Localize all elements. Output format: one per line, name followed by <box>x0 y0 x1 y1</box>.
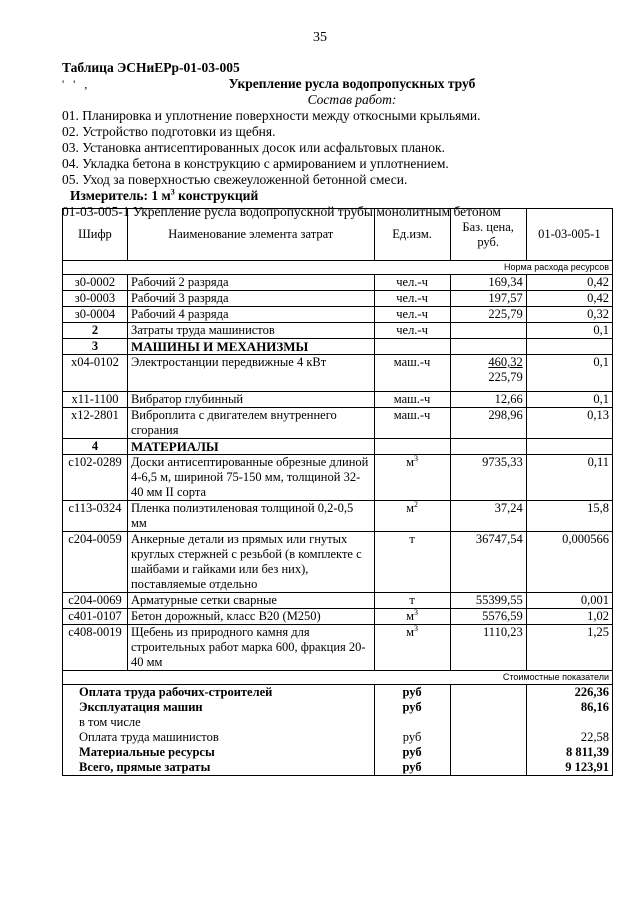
cell-name: Рабочий 4 разряда <box>127 307 374 323</box>
cell-norm: 0,11 <box>526 455 612 501</box>
table-row <box>63 501 613 532</box>
cell-code: з0-0002 <box>63 275 128 291</box>
cost-value: 22,58 <box>526 730 612 745</box>
cell-price: 9735,33 <box>450 455 526 501</box>
cost-name: Материальные ресурсы <box>63 745 375 760</box>
cost-row <box>63 760 613 776</box>
cell-unit: маш.-ч <box>374 392 450 408</box>
cell-name: Рабочий 2 разряда <box>127 275 374 291</box>
work-item: 02. Устройство подготовки из щебня. <box>62 124 276 139</box>
cell-name: Доски антисептированные обрезные длиной 4-6,5 м, шириной 75-150 мм, толщиной 32-40 мм II сорта <box>127 455 374 501</box>
cost-row <box>63 685 613 701</box>
cell-norm: 0,32 <box>526 307 612 323</box>
cell-price: 225,79 <box>450 307 526 323</box>
cell-price: 36747,54 <box>450 532 526 593</box>
work-composition-title: Состав работ: <box>307 92 397 107</box>
table-row <box>63 355 613 392</box>
table-row <box>63 532 613 593</box>
cell-code: х11-1100 <box>63 392 128 408</box>
cell-unit: чел.-ч <box>374 291 450 307</box>
cell-name: МАТЕРИАЛЫ <box>127 439 374 455</box>
cost-unit: руб <box>374 760 450 776</box>
cell-price <box>450 700 526 715</box>
cell-price: 55399,55 <box>450 593 526 609</box>
cell-norm: 0,42 <box>526 275 612 291</box>
cell-name: Затраты труда машинистов <box>127 323 374 339</box>
work-item: 03. Установка антисептированных досок или асфальтовых планок. <box>62 140 445 155</box>
cost-unit <box>374 715 450 730</box>
section-row-materials <box>63 439 613 455</box>
cell-name: Пленка полиэтиленовая толщиной 0,2-0,5 мм <box>127 501 374 532</box>
column-header-norm: 01-03-005-1 <box>526 209 612 261</box>
cell-price <box>450 760 526 776</box>
cell-unit: т <box>374 532 450 593</box>
cell-unit <box>374 439 450 455</box>
cell-norm: 0,42 <box>526 291 612 307</box>
column-header-name: Наименование элемента затрат <box>127 209 374 261</box>
cell-code: с102-0289 <box>63 455 128 501</box>
cell-unit: $м^2$ <box>374 501 450 532</box>
column-header-price: Баз. цена, руб. <box>450 209 526 261</box>
table-title: Таблица ЭСНиЕРр-01-03-005 <box>62 60 240 75</box>
cell-price <box>450 745 526 760</box>
cost-label: Стоимостные показатели <box>63 671 613 685</box>
cost-name: в том числе <box>63 715 375 730</box>
cost-unit: руб <box>374 700 450 715</box>
cell-price: 5576,59 <box>450 609 526 625</box>
cell-unit: $м^3$ <box>374 609 450 625</box>
table-row <box>63 275 613 291</box>
cell-price <box>450 323 526 339</box>
cell-price <box>450 715 526 730</box>
document-header <box>62 60 622 220</box>
cell-code: с401-0107 <box>63 609 128 625</box>
stray-marks: ' ' , <box>62 77 91 91</box>
page-number: 35 <box>313 30 327 45</box>
cell-name: Бетон дорожный, класс В20 (М250) <box>127 609 374 625</box>
cost-row <box>63 745 613 760</box>
cost-unit: руб <box>374 685 450 701</box>
cell-code: с204-0069 <box>63 593 128 609</box>
cell-code: с113-0324 <box>63 501 128 532</box>
table-row <box>63 609 613 625</box>
cell-code: 2 <box>63 323 128 339</box>
cell-norm: 0,001 <box>526 593 612 609</box>
cell-unit: чел.-ч <box>374 307 450 323</box>
cell-name: Рабочий 3 разряда <box>127 291 374 307</box>
cost-row <box>63 715 613 730</box>
price-primary: 460,32 <box>488 355 523 369</box>
cell-unit: чел.-ч <box>374 275 450 291</box>
cell-price: 298,96 <box>450 408 526 439</box>
cell-name: Арматурные сетки сварные <box>127 593 374 609</box>
cell-norm: 0,1 <box>526 392 612 408</box>
cell-norm: 15,8 <box>526 501 612 532</box>
work-item: 05. Уход за поверхностью свежеуложенной бетонной смеси. <box>62 172 408 187</box>
cell-price: 169,34 <box>450 275 526 291</box>
cell-name: МАШИНЫ И МЕХАНИЗМЫ <box>127 339 374 355</box>
column-header-code: Шифр <box>63 209 128 261</box>
cost-value: 8 811,39 <box>526 745 612 760</box>
cell-code: 3 <box>63 339 128 355</box>
cell-name: Виброплита с двигателем внутреннего сгорания <box>127 408 374 439</box>
cell-code: с204-0059 <box>63 532 128 593</box>
cell-price <box>450 339 526 355</box>
cell-norm <box>526 339 612 355</box>
cell-norm: 0,1 <box>526 323 612 339</box>
section-title: Укрепление русла водопропускных труб <box>228 76 476 91</box>
cell-code: 4 <box>63 439 128 455</box>
cell-price: 12,66 <box>450 392 526 408</box>
cell-norm: 1,02 <box>526 609 612 625</box>
cell-unit: $м^3$ <box>374 625 450 671</box>
cost-unit: руб <box>374 730 450 745</box>
cost-row <box>63 700 613 715</box>
price-secondary: 225,79 <box>488 370 523 384</box>
cell-unit <box>374 339 450 355</box>
cost-name: Оплата труда машинистов <box>63 730 375 745</box>
measure-unit: Измеритель: 1 $м^3$ конструкций <box>70 187 259 203</box>
cell-norm: 0,000566 <box>526 532 612 593</box>
column-header-unit: Ед.изм. <box>374 209 450 261</box>
cell-unit: чел.-ч <box>374 323 450 339</box>
cost-value: 86,16 <box>526 700 612 715</box>
cell-unit: $м^3$ <box>374 455 450 501</box>
cell-price <box>450 439 526 455</box>
norm-label: Норма расхода ресурсов <box>63 261 613 275</box>
table-caption: 01-03-005-1 Укрепление русла водопропускной трубы монолитным бетоном <box>62 204 501 219</box>
cell-name: Анкерные детали из прямых или гнутых круглых стержней с резьбой (в комплекте с шайбами и гайками или без них), поставляемые отдельно <box>127 532 374 593</box>
cell-code: х12-2801 <box>63 408 128 439</box>
cost-value <box>526 715 612 730</box>
cell-price: 197,57 <box>450 291 526 307</box>
cell-norm: 1,25 <box>526 625 612 671</box>
table-row <box>63 408 613 439</box>
cell-name: Щебень из природного камня для строительных работ марка 600, фракция 20-40 мм <box>127 625 374 671</box>
cost-value: 9 123,91 <box>526 760 612 776</box>
work-item: 04. Укладка бетона в конструкцию с армированием и уплотнением. <box>62 156 449 171</box>
cell-price <box>450 355 526 392</box>
cell-norm: 0,13 <box>526 408 612 439</box>
table-row <box>63 392 613 408</box>
cell-code: с408-0019 <box>63 625 128 671</box>
work-item: 01. Планировка и уплотнение поверхности между откосными крыльями. <box>62 108 481 123</box>
table-header-row <box>63 209 613 261</box>
cell-price: 1110,23 <box>450 625 526 671</box>
section-row-machines <box>63 339 613 355</box>
cost-name: Оплата труда рабочих-строителей <box>63 685 375 701</box>
cost-unit: руб <box>374 745 450 760</box>
cell-name: Вибратор глубинный <box>127 392 374 408</box>
cell-code: х04-0102 <box>63 355 128 392</box>
cell-code: з0-0003 <box>63 291 128 307</box>
cell-name: Электростанции передвижные 4 кВт <box>127 355 374 392</box>
cost-row <box>63 730 613 745</box>
cell-price <box>450 685 526 701</box>
cost-name: Всего, прямые затраты <box>63 760 375 776</box>
table-row <box>63 455 613 501</box>
cell-price <box>450 730 526 745</box>
cell-unit: маш.-ч <box>374 355 450 392</box>
cell-norm <box>526 439 612 455</box>
table-row <box>63 307 613 323</box>
cell-unit: маш.-ч <box>374 408 450 439</box>
cost-value: 226,36 <box>526 685 612 701</box>
table-row <box>63 625 613 671</box>
table-row <box>63 593 613 609</box>
cell-code: з0-0004 <box>63 307 128 323</box>
cell-price: 37,24 <box>450 501 526 532</box>
resource-table <box>62 208 613 776</box>
table-row <box>63 323 613 339</box>
cell-unit: т <box>374 593 450 609</box>
cost-name: Эксплуатация машин <box>63 700 375 715</box>
table-row <box>63 291 613 307</box>
cell-norm: 0,1 <box>526 355 612 392</box>
